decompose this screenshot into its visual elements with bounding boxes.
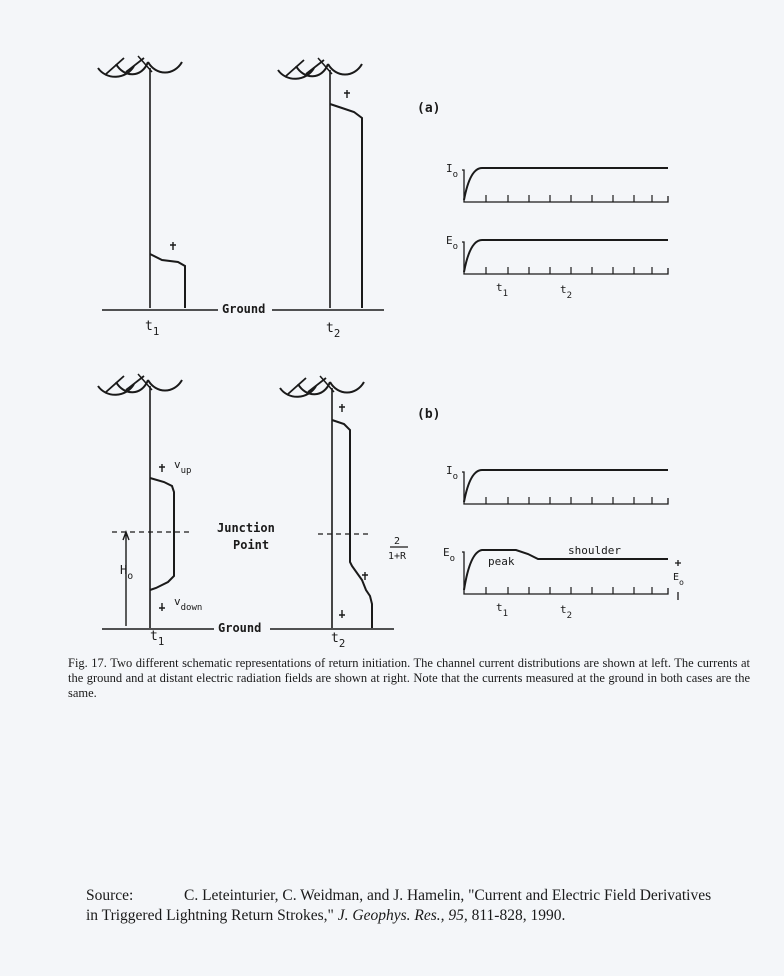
junction-label-line1: Junction	[217, 521, 275, 535]
tick-marks	[486, 587, 652, 594]
velocity-down-label: $v_{down}$	[174, 595, 203, 613]
peak-label: peak	[488, 555, 515, 568]
source-pages: 811-828, 1990.	[467, 907, 566, 924]
end-field-label: $E_o$	[673, 572, 684, 587]
shoulder-label: shoulder	[568, 544, 621, 557]
figure-caption: Fig. 17. Two different schematic representations of return initiation. The channel current distributions are shown at left. The currents at the ground and at distant electric radiation fields are shown at right. Note that the currents measured at the ground in both cases are the same.	[68, 656, 750, 700]
waveform-axis	[462, 170, 668, 202]
field-label: $E_o$	[443, 546, 456, 564]
current-label: $I_o$	[446, 162, 459, 180]
source-citation	[86, 886, 726, 926]
down-arrow-icon	[339, 610, 345, 618]
current-distribution	[330, 104, 362, 308]
down-arrow-icon	[159, 603, 165, 611]
tick-marks	[486, 497, 652, 504]
scale-numerator: 2	[394, 536, 401, 547]
junction-label-line2: Point	[233, 538, 270, 552]
current-distribution	[150, 254, 185, 308]
cloud-icon	[98, 374, 182, 395]
up-arrow-icon	[339, 404, 345, 412]
current-label: $I_o$	[446, 464, 459, 482]
current-waveform	[464, 470, 668, 502]
panel-a	[98, 56, 668, 310]
up-arrow-icon	[362, 572, 368, 580]
velocity-up-label: $v_{up}$	[174, 458, 192, 476]
time-marker-t2: $t_2$	[560, 603, 573, 621]
scale-denominator: 1+R	[388, 551, 407, 562]
time-marker-t1: $t_1$	[496, 601, 509, 619]
current-distribution	[332, 420, 372, 628]
up-arrow-icon	[170, 242, 176, 250]
field-label: $E_o$	[446, 234, 459, 252]
ground-label: Ground	[222, 302, 266, 316]
up-arrow-icon	[344, 90, 350, 98]
panel-label: (b)	[417, 407, 441, 422]
height-label: $H_o$	[120, 563, 134, 582]
ground-label: Ground	[218, 621, 262, 635]
panel-b-labels	[120, 407, 684, 650]
up-arrow-icon	[675, 560, 681, 566]
current-waveform	[464, 168, 668, 200]
tick-marks	[486, 195, 652, 202]
time-label-t1: $t_1$	[150, 629, 165, 648]
tick-marks	[486, 267, 652, 274]
panel-b	[98, 374, 681, 629]
current-distribution	[150, 478, 174, 590]
time-label-t2: $t_2$	[331, 631, 346, 650]
field-waveform	[464, 240, 668, 272]
panel-a-labels	[145, 101, 572, 340]
cloud-icon	[98, 56, 182, 77]
time-label-t2: $t_2$	[326, 321, 341, 340]
source-label: Source:	[86, 887, 134, 904]
source-authors: C. Leteinturier, C. Weidman, and J. Hamelin, "Current and Electric Field Derivatives in Triggered Lightning Return Strokes,"	[86, 887, 712, 924]
cloud-icon	[280, 376, 364, 397]
panel-label: (a)	[417, 101, 441, 116]
time-marker-t1: $t_1$	[496, 281, 509, 299]
waveform-axis	[462, 472, 668, 504]
cloud-icon	[278, 58, 362, 79]
waveform-axis	[462, 242, 668, 274]
up-arrow-icon	[159, 464, 165, 472]
source-journal: J. Geophys. Res., 95,	[337, 907, 468, 924]
time-marker-t2: $t_2$	[560, 283, 573, 301]
time-label-t1: $t_1$	[145, 319, 160, 338]
